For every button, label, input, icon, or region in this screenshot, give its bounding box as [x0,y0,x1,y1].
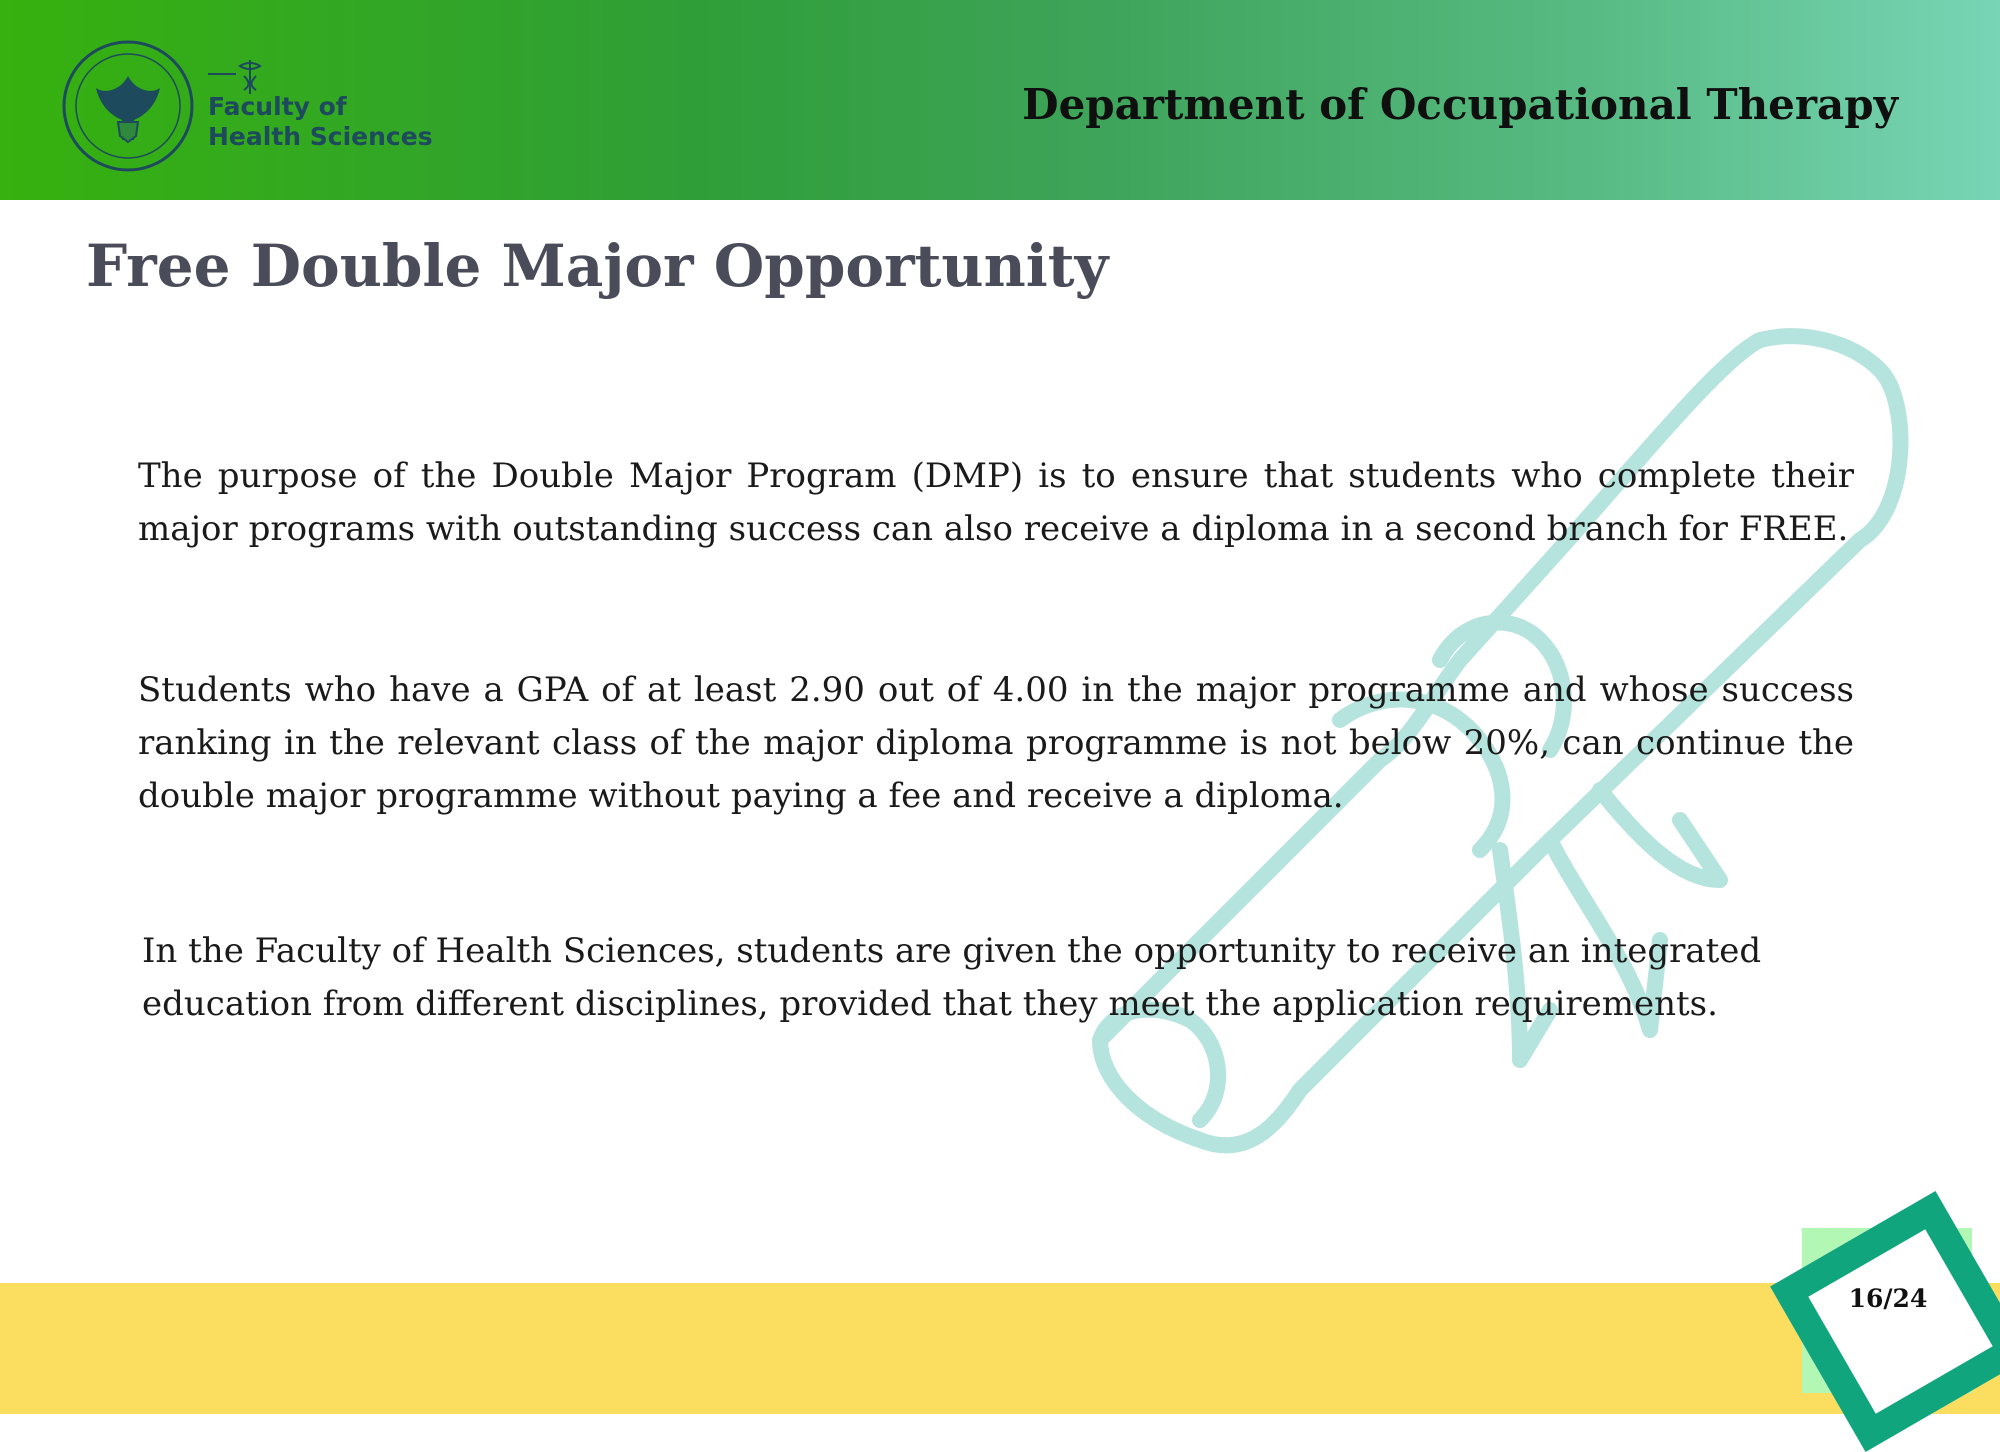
slide-title: Free Double Major Opportunity [86,232,1109,300]
paragraph-integrated-education: In the Faculty of Health Sciences, students are given the opportunity to receive an integrated education from different disciplines, provided that they meet the application requirements. [142,931,1762,1024]
faculty-name-line-1: Faculty of [208,92,347,121]
header-banner [0,0,2000,200]
department-title: Department of Occupational Therapy [1022,80,1898,129]
faculty-name-line-2: Health Sciences [208,122,433,151]
paragraph-dmp-purpose: The purpose of the Double Major Program (DMP) is to ensure that students who complete their major programs with outstanding success can also receive a diploma in a second branch for FREE. [138,456,1854,549]
paragraph-eligibility: Students who have a GPA of at least 2.90 out of 4.00 in the major programme and whose success ranking in the relevant class of the major diploma programme is not below 20%, can continue the double major programme without paying a fee and receive a diploma. [138,670,1854,816]
page-number: 16/24 [1848,1284,1928,1313]
footer-bar [0,1283,2000,1414]
faculty-name [208,92,433,152]
